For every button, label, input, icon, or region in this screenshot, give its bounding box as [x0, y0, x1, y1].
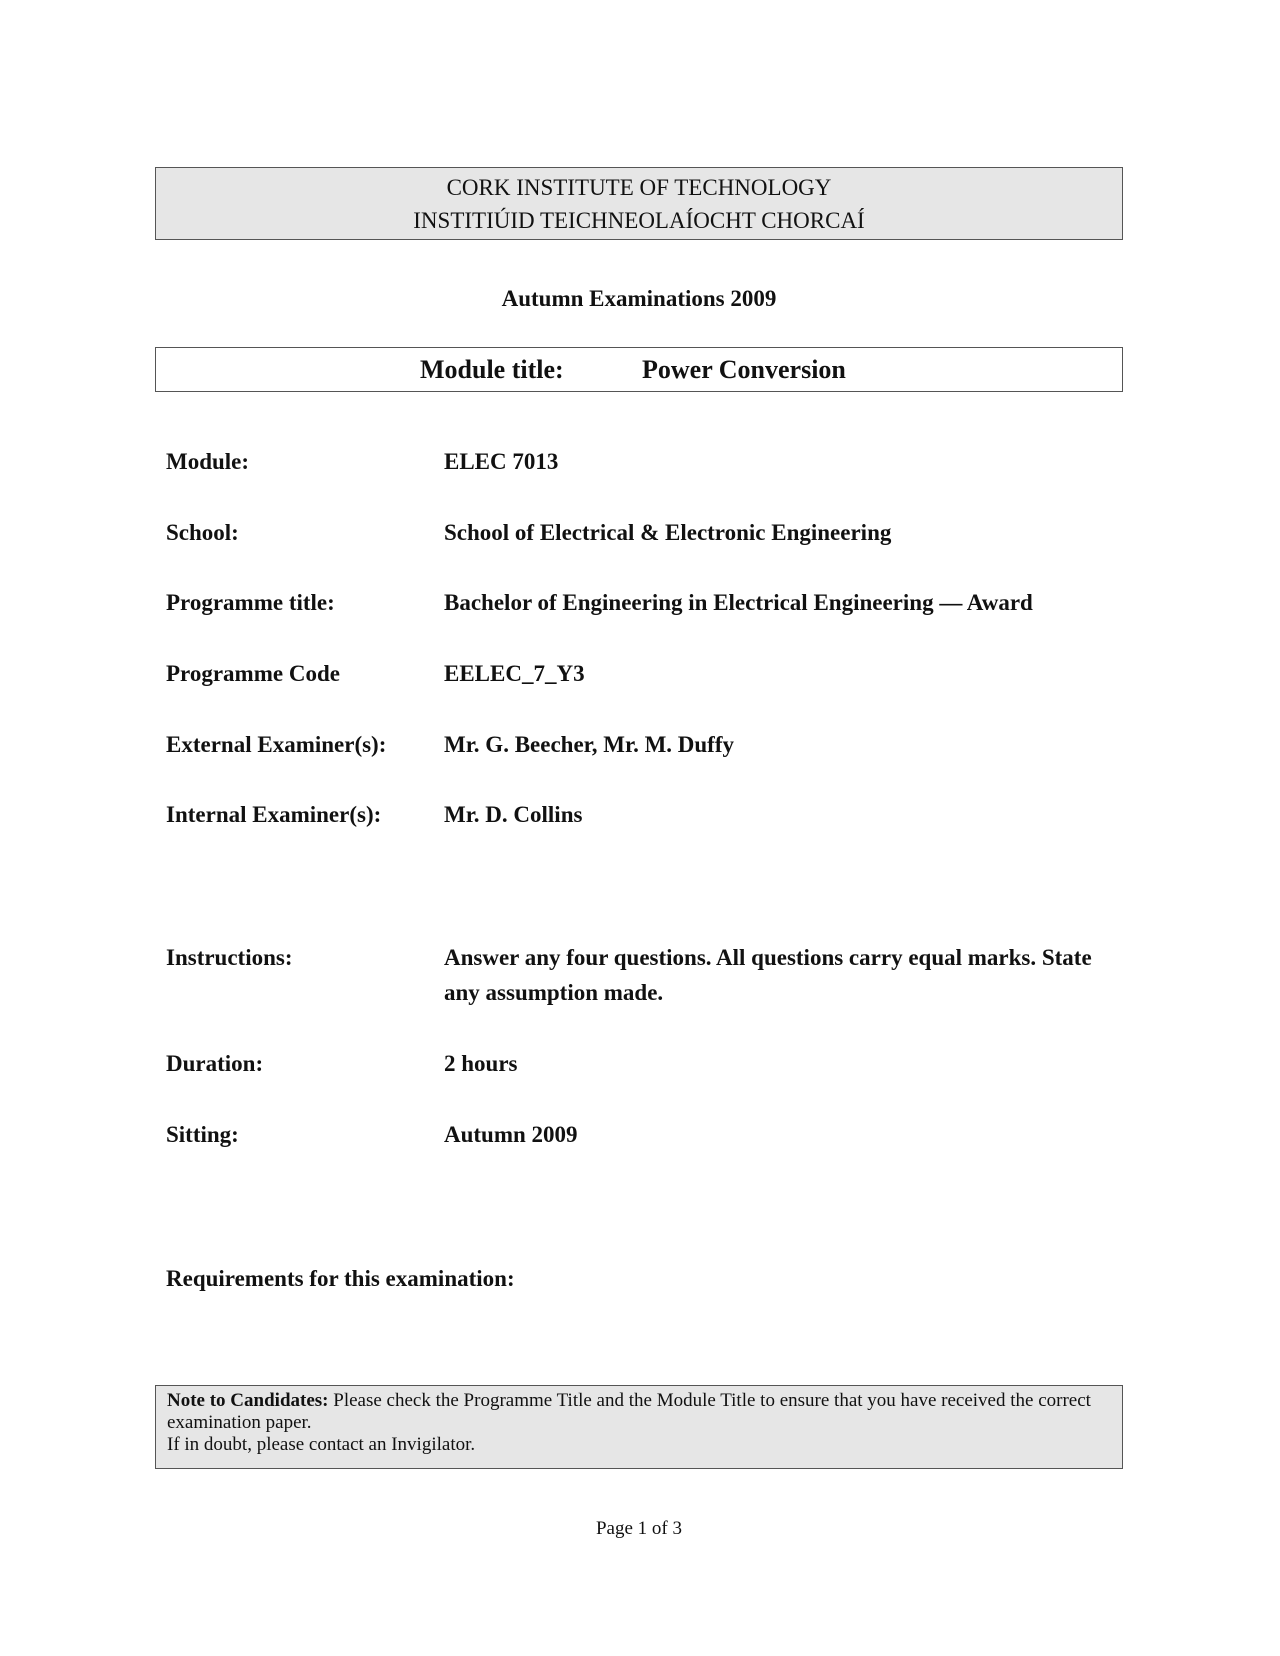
programme-code-label: Programme Code	[166, 661, 340, 686]
school-label: School:	[166, 520, 239, 545]
duration-value: 2 hours	[444, 1051, 518, 1076]
note-text: Please check the Programme Title and the Module Title to ensure that you have received the correct examination paper.	[167, 1390, 1091, 1433]
institute-header	[155, 167, 1123, 240]
module-title-box	[155, 347, 1123, 392]
external-examiners-value: Mr. G. Beecher, Mr. M. Duffy	[444, 732, 734, 757]
school-value: School of Electrical & Electronic Engineering	[444, 520, 892, 545]
external-examiners-label: External Examiner(s):	[166, 732, 387, 757]
exam-session-title: Autumn Examinations 2009	[501, 286, 777, 311]
sitting-label: Sitting:	[166, 1122, 239, 1147]
internal-examiners-value: Mr. D. Collins	[444, 802, 583, 827]
institute-name-irish: INSTITIÚID TEICHNEOLAÍOCHT CHORCAÍ	[413, 208, 865, 233]
programme-code-value: EELEC_7_Y3	[444, 661, 585, 686]
note-paragraph	[167, 1390, 1112, 1434]
internal-examiners-label: Internal Examiner(s):	[166, 802, 382, 827]
module-value: ELEC 7013	[444, 449, 559, 474]
page-number: Page 1 of 3	[595, 1518, 682, 1539]
duration-label: Duration:	[166, 1051, 264, 1076]
requirements-heading: Requirements for this examination:	[166, 1266, 515, 1291]
note-to-candidates	[155, 1385, 1123, 1469]
note-label: Note to Candidates:	[167, 1390, 329, 1411]
sitting-value: Autumn 2009	[444, 1122, 578, 1147]
instructions-value: Answer any four questions. All questions carry equal marks. State any assumption made.	[444, 945, 1092, 1005]
instructions-label: Instructions:	[166, 945, 293, 970]
module-title-label: Module title:	[420, 355, 564, 384]
module-label: Module:	[166, 449, 250, 474]
programme-title-label: Programme title:	[166, 590, 335, 615]
module-title-value: Power Conversion	[642, 355, 846, 384]
programme-title-value: Bachelor of Engineering in Electrical Engineering — Award	[444, 590, 1033, 615]
institute-name-english: CORK INSTITUTE OF TECHNOLOGY	[446, 175, 832, 200]
note-line-2: If in doubt, please contact an Invigilator.	[167, 1434, 476, 1455]
